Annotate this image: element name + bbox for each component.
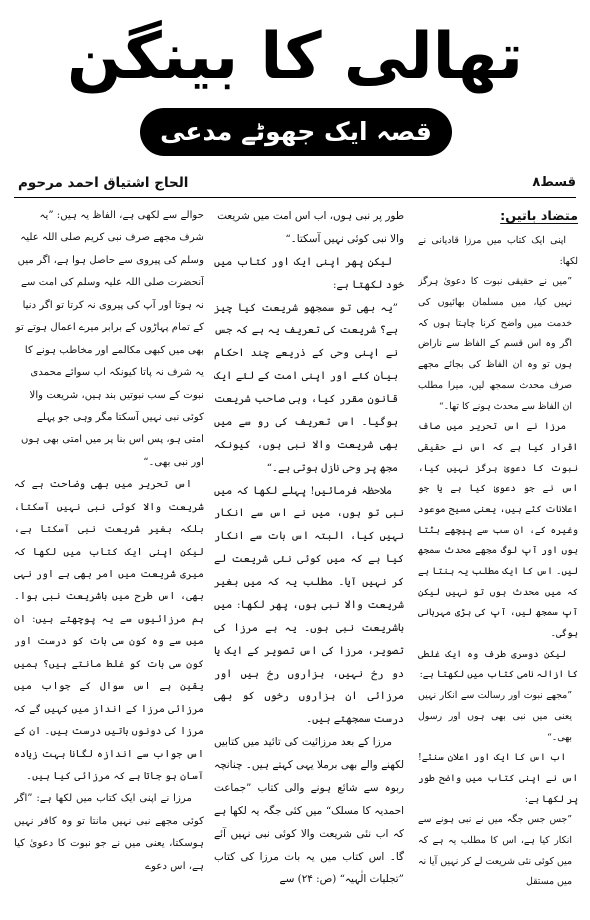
quote-paragraph: ”جس جس جگہ میں نے نبی ہونے سے انکار کیا ہے، اس کا مطلب یہ ہے کہ میں کوئی نئی شریعت لے کر نہیں آیا نہ میں مستقل bbox=[418, 814, 572, 888]
paragraph: اپنی ایک کتاب میں مرزا قادیانی نے لکھا: bbox=[418, 235, 578, 267]
paragraph: لیکن پھر اپنی ایک اور کتاب میں خود لکھتا ہے: bbox=[214, 255, 404, 291]
header-divider bbox=[14, 197, 576, 198]
text-column-2 bbox=[214, 205, 404, 910]
text-column-3 bbox=[14, 205, 204, 910]
installment-number: قسط۸ bbox=[532, 175, 576, 190]
section-heading: متضاد باتیں: bbox=[500, 209, 578, 224]
subtitle-banner: قصہ ایک جھوٹے مدعی نبوت کا bbox=[140, 108, 452, 156]
byline-row bbox=[18, 172, 576, 194]
paragraph: طور پر نبی ہوں، اب اس امت میں شریعت والا نبی کوئی نہیں آسکتا۔“ bbox=[217, 210, 404, 245]
paragraph: لیکن دوسری طرف وہ ایک غلطی کا ازالہ نامی کتاب میں لکھتا ہے: bbox=[418, 648, 578, 681]
page-title: تھالی کا بینگن bbox=[67, 20, 523, 94]
text-column-1 bbox=[418, 205, 578, 910]
paragraph: اس تحریر میں بھی وضاحت ہے کہ شریعت والا کوئی نبی نہیں آسکتا، بلکہ بغیر شریعت نبی آسکتا ہے، لیکن اپنی ایک کتاب میں لکھا کہ میری شریعت میں امر بھی ہے اور نہی بھی، اس طرح میں باشریعت نبی ہوا۔ ہم مرزائیوں سے یہ پوچھتے ہیں: ان میں سے وہ کون سی بات کو درست اور کون سی بات کو غلط مانتے ہیں؟ ہمیں یقین ہے اس سوال کے جواب میں مرزائی مرزا کے انداز میں کہیں گے کہ مرزا کی دونوں باتیں درست ہیں۔ ان کے اس جواب سے اندازہ لگانا بہت زیادہ آسان ہو جاتا ہے کہ مرزائی کیا ہیں۔ bbox=[14, 479, 204, 782]
paragraph: مرزا نے اپنی ایک کتاب میں لکھا ہے: ”اگر کوئی مجھے نبی نہیں مانتا تو وہ کافر نہیں ہوسکتا، یعنی میں نے جو نبوت کا دعویٰ کیا ہے، اس دعوے bbox=[14, 793, 204, 872]
author-name: الحاج اشتیاق احمد مرحوم bbox=[18, 175, 189, 191]
paragraph: حوالے سے لکھی ہے، الفاظ یہ ہیں: ”یہ شرف مجھے صرف نبی کریم صلی اللہ علیہ وسلم کی پیروی سے حاصل ہوا ہے، اگر میں آنحضرت صلی اللہ علیہ وسلم کی امت سے نہ ہوتا اور آپ کی پیروی نہ کرتا تو اگر دنیا کے تمام پہاڑوں کے برابر میرے اعمال ہوتے تو بھی میں کبھی مکالمے اور مخاطب ہونے کا یہ شرف نہ پاتا کیونکہ اب سوائے محمدی نبوت کے سب نبوتیں بند ہیں، شریعت والا کوئی نبی نہیں آسکتا مگر وہی جو پہلے امتی ہو، پس اس بنا پر میں امتی بھی ہوں اور نبی بھی۔“ bbox=[15, 210, 204, 468]
paragraph: ملاحظہ فرمائیں! پہلے لکھا کہ میں نبی تو ہوں، میں نے اس سے انکار نہیں کیا، البتہ اس بات سے انکار کیا ہے کہ میں کوئی نئی شریعت لے کر نہیں آیا۔ مطلب یہ کہ میں بغیر شریعت والا نبی ہوں، پھر لکھا: میں باشریعت نبی ہوں۔ یہ ہے مرزا کی تصویر، مرزا کی اس تصویر کے ایک یا دو رخ نہیں، ہزاروں رخ ہیں اور مرزائی ان ہزاروں رخوں کو بھی درست سمجھتے ہیں۔ bbox=[214, 484, 404, 726]
quote-paragraph: ”مجھے نبوت اور رسالت سے انکار نہیں یعنی میں نبی بھی ہوں اور رسول بھی۔“ bbox=[418, 690, 572, 743]
quote-paragraph: ”میں نے حقیقی نبوت کا دعویٰ ہرگز نہیں کیا، میں مسلمان بھائیوں کی خدمت میں واضح کرنا چاہتا ہوں کہ اگر وہ اس قسم کے الفاظ سے ناراض ہوں تو وہ ان الفاظ کی بجائے مجھے صرف محدث سمجھ لیں، میرا مطلب ان الفاظ سے محدث ہونے کا تھا۔“ bbox=[418, 276, 572, 412]
paragraph: مرزا نے اس تحریر میں صاف اقرار کیا ہے کہ اس نے حقیقی نبوت کا دعویٰ ہرگز نہیں کیا، اس نے جو دعویٰ کیا ہے یا جو اعلانات کئے ہیں، یعنی مسیح موعود وغیرہ کے، ان سب سے پیچھے ہٹتا ہوں اور آپ لوگ مجھے محدث سمجھ لیں۔ اس کا ایک مطلب یہ بنتا ہے کہ میں محدث ہوں تو نہیں لیکن آپ سمجھ لیں، آپ کی بڑی مہربانی ہوگی۔ bbox=[418, 421, 578, 640]
paragraph: مرزا کے بعد مرزائیت کی تائید میں کتابیں لکھنے والے بھی برملا یہی کہتے ہیں۔ چنانچہ ربوہ سے شائع ہونے والی کتاب ”جماعت احمدیہ کا مسلک“ میں کئی جگہ یہ لکھا ہے کہ اب نئی شریعت والا کوئی نبی نہیں آئے گا۔ اس کتاب میں یہ بات مرزا کی کتاب ”تجلیات الٰہیہ“ (ص: ۲۴) سے bbox=[214, 736, 404, 886]
quote-paragraph: ”یہ بھی تو سمجھو شریعت کیا چیز ہے؟ شریعت کی تعریف یہ ہے کہ جس نے اپنی وحی کے ذریعے چند احکام بیان کئے اور اپنی امت کے لئے ایک قانون مقرر کیا، وہی صاحب شریعت ہوگیا۔ اس تعریف کی رو سے میں بھی شریعت والا نبی ہوں، کیونکہ مجھ پر وحی نازل ہوتی ہے۔“ bbox=[214, 301, 398, 474]
paragraph: اب اس کا ایک اور اعلان سنئے! اس نے اپنی کتاب میں واضح طور پر لکھا ہے: bbox=[418, 752, 578, 805]
